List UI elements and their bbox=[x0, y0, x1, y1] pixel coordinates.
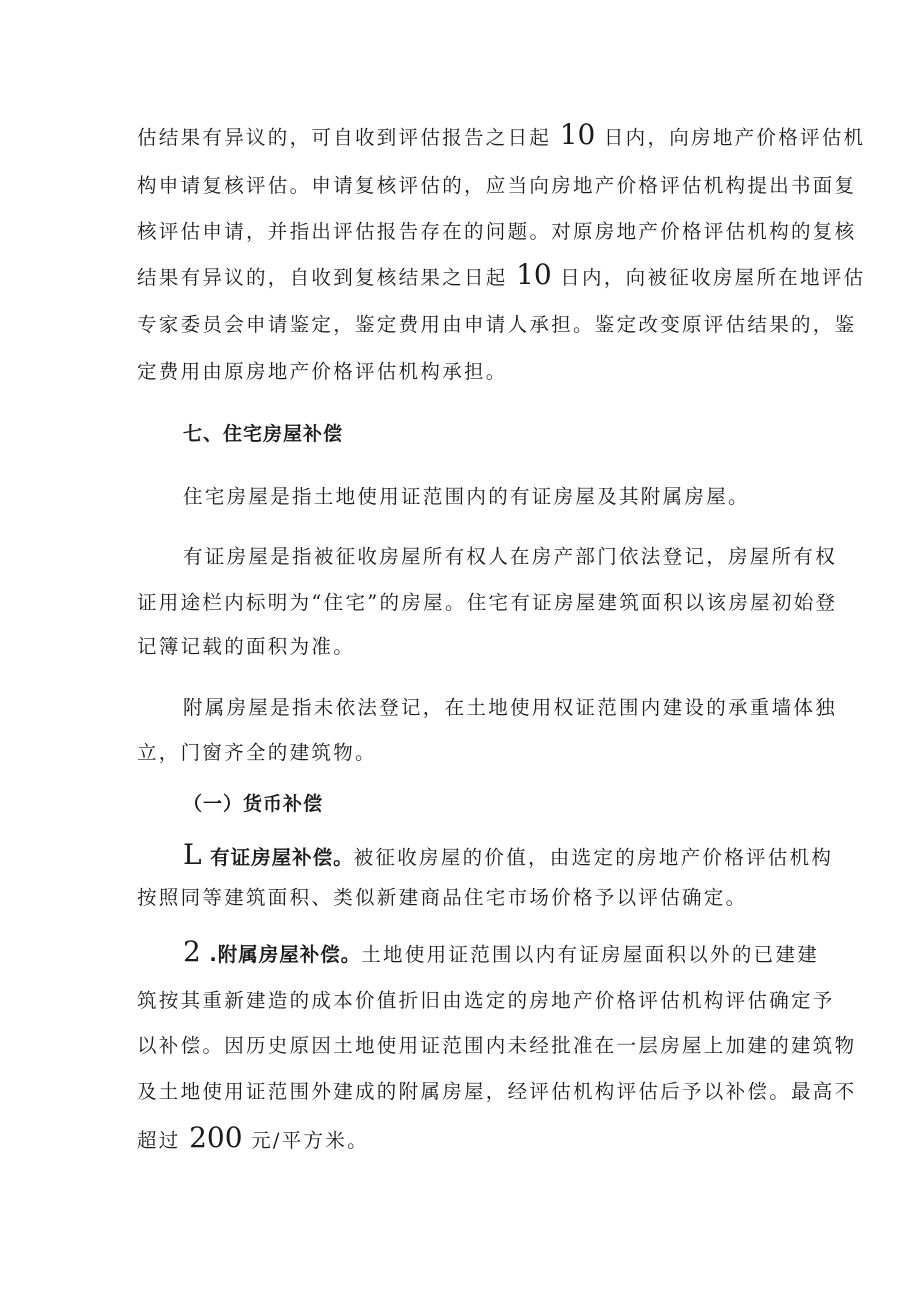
text-line: 专家委员会申请鉴定，鉴定费用由申请人承担。鉴定改变原评估结果的，鉴 bbox=[137, 313, 857, 336]
item-title: 有证房屋补偿。 bbox=[210, 846, 354, 869]
text-line: 构申请复核评估。申请复核评估的，应当向房地产价格评估机构提出书面复 bbox=[137, 174, 857, 197]
text-line: 记簿记载的面积为准。 bbox=[137, 635, 356, 658]
text-line: 证用途栏内标明为“住宅”的房屋。住宅有证房屋建筑面积以该房屋初始登 bbox=[137, 591, 838, 614]
section-heading: 七、住宅房屋补偿 bbox=[183, 423, 344, 445]
text-line: L 有证房屋补偿。被征收房屋的价值，由选定的房地产价格评估机构 bbox=[183, 838, 834, 871]
list-marker: 2 bbox=[183, 935, 201, 968]
text-line: 附属房屋是指未依法登记，在土地使用权证范围内建设的承重墙体独 bbox=[183, 696, 838, 719]
text-line: 核评估申请，并指出评估报告存在的问题。对原房地产价格评估机构的复核 bbox=[137, 220, 857, 243]
list-marker: L bbox=[183, 838, 202, 871]
text-line: 立，门窗齐全的建筑物。 bbox=[137, 741, 377, 764]
text-line: 估结果有异议的，可自收到评估报告之日起 10 日内，向房地产价格评估机 bbox=[137, 118, 866, 151]
paragraph-residential-definition: 住宅房屋是指土地使用证范围内的有证房屋及其附属房屋。 bbox=[183, 485, 750, 508]
text-line: 结果有异议的，自收到复核结果之日起 10 日内，向被征收房屋所在地评估 bbox=[137, 258, 866, 291]
item-title: .附属房屋补偿。 bbox=[209, 943, 362, 966]
text-line: 有证房屋是指被征收房屋所有权人在房产部门依法登记，房屋所有权 bbox=[183, 545, 838, 568]
text-line: 2 .附属房屋补偿。土地使用证范围以内有证房屋面积以外的已建建 bbox=[183, 935, 820, 968]
subsection-heading: （一）货币补偿 bbox=[183, 793, 324, 815]
text-line: 及土地使用证范围外建成的附属房屋，经评估机构评估后予以补偿。最高不 bbox=[137, 1080, 857, 1103]
text-line: 定费用由原房地产价格评估机构承担。 bbox=[137, 360, 508, 383]
text-line: 超过 200 元/平方米。 bbox=[137, 1121, 369, 1154]
text-line: 筑按其重新建造的成本价值折旧由选定的房地产价格评估机构评估确定予 bbox=[137, 989, 835, 1012]
text-line: 以补偿。因历史原因土地使用证范围内未经批准在一层房屋上加建的建筑物 bbox=[137, 1034, 857, 1057]
text-line: 按照同等建筑面积、类似新建商品住宅市场价格予以评估确定。 bbox=[137, 886, 748, 909]
